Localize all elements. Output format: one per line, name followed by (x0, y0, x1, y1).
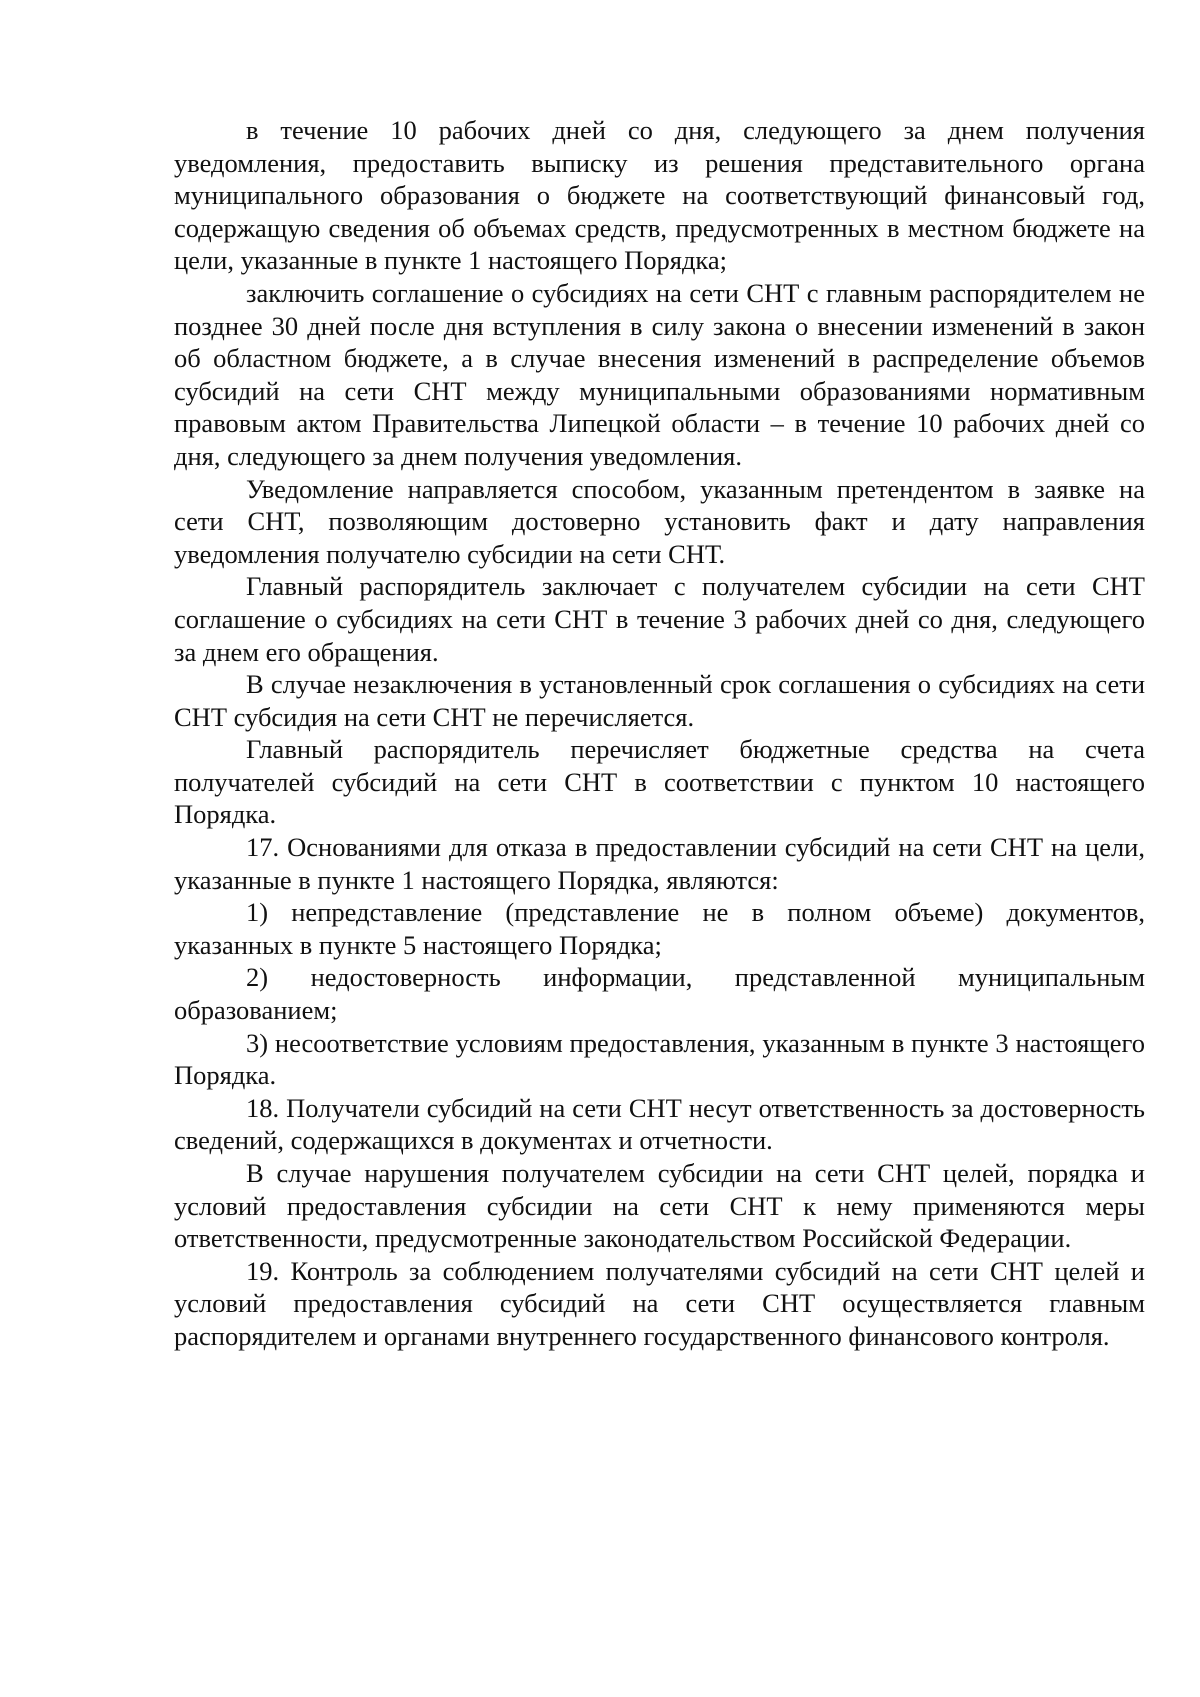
paragraph-17-item-2: 2) недостоверность информации, представленной муниципальным образованием; (174, 962, 1145, 1026)
paragraph-17-refusal-grounds: 17. Основаниями для отказа в предоставлении субсидий на сети СНТ на цели, указанные в пункте 1 настоящего Порядка, являются: (174, 832, 1145, 895)
paragraph-no-agreement-no-transfer: В случае незаключения в установленный срок соглашения о субсидиях на сети СНТ субсидия на сети СНТ не перечисляется. (174, 669, 1145, 732)
paragraph-agreement-timing: Главный распорядитель заключает с получателем субсидии на сети СНТ соглашение о субсидиях на сети СНТ в течение 3 рабочих дней со дня, следующего за днем его обращения. (174, 571, 1145, 667)
paragraph-17-item-3: 3) несоответствие условиям предоставления, указанным в пункте 3 настоящего Порядка. (174, 1027, 1145, 1091)
document-body (174, 114, 1145, 1353)
paragraph-funds-transfer: Главный распорядитель перечисляет бюджетные средства на счета получателей субсидий на сети СНТ в соответствии с пунктом 10 настоящего Порядка. (174, 734, 1145, 830)
paragraph-submit-budget-extract: в течение 10 рабочих дней со дня, следующего за днем получения уведомления, предоставить выписку из решения представительного органа муниципального образования о бюджете на соответствующий финансовый год, содержащую сведения об объемах средств, предусмотренных в местном бюджете на цели, указанные в пункте 1 настоящего Порядка; (174, 115, 1145, 276)
paragraph-19-control: 19. Контроль за соблюдением получателями субсидий на сети СНТ целей и условий предоставления субсидий на сети СНТ осуществляется главным распорядителем и органами внутреннего государственного финансового контроля. (174, 1255, 1145, 1351)
paragraph-18-responsibility: 18. Получатели субсидий на сети СНТ несут ответственность за достоверность сведений, содержащихся в документах и отчетности. (174, 1092, 1145, 1156)
paragraph-conclude-agreement: заключить соглашение о субсидиях на сети СНТ с главным распорядителем не позднее 30 дней после дня вступления в силу закона о внесении изменений в закон об областном бюджете, а в случае внесения изменений в распределение объемов субсидий на сети СНТ между муниципальными образованиями нормативным правовым актом Правительства Липецкой области – в течение 10 рабочих дней со дня, следующего за днем получения уведомления. (174, 277, 1145, 471)
paragraph-notification-method: Уведомление направляется способом, указанным претендентом в заявке на сети СНТ, позволяющим достоверно установить факт и дату направления уведомления получателю субсидии на сети СНТ. (174, 473, 1145, 569)
paragraph-violation-measures: В случае нарушения получателем субсидии на сети СНТ целей, порядка и условий предоставления субсидии на сети СНТ к нему применяются меры ответственности, предусмотренные законодательством Российской Федерации. (174, 1158, 1145, 1254)
paragraph-17-item-1: 1) непредставление (представление не в полном объеме) документов, указанных в пункте 5 настоящего Порядка; (174, 897, 1145, 960)
